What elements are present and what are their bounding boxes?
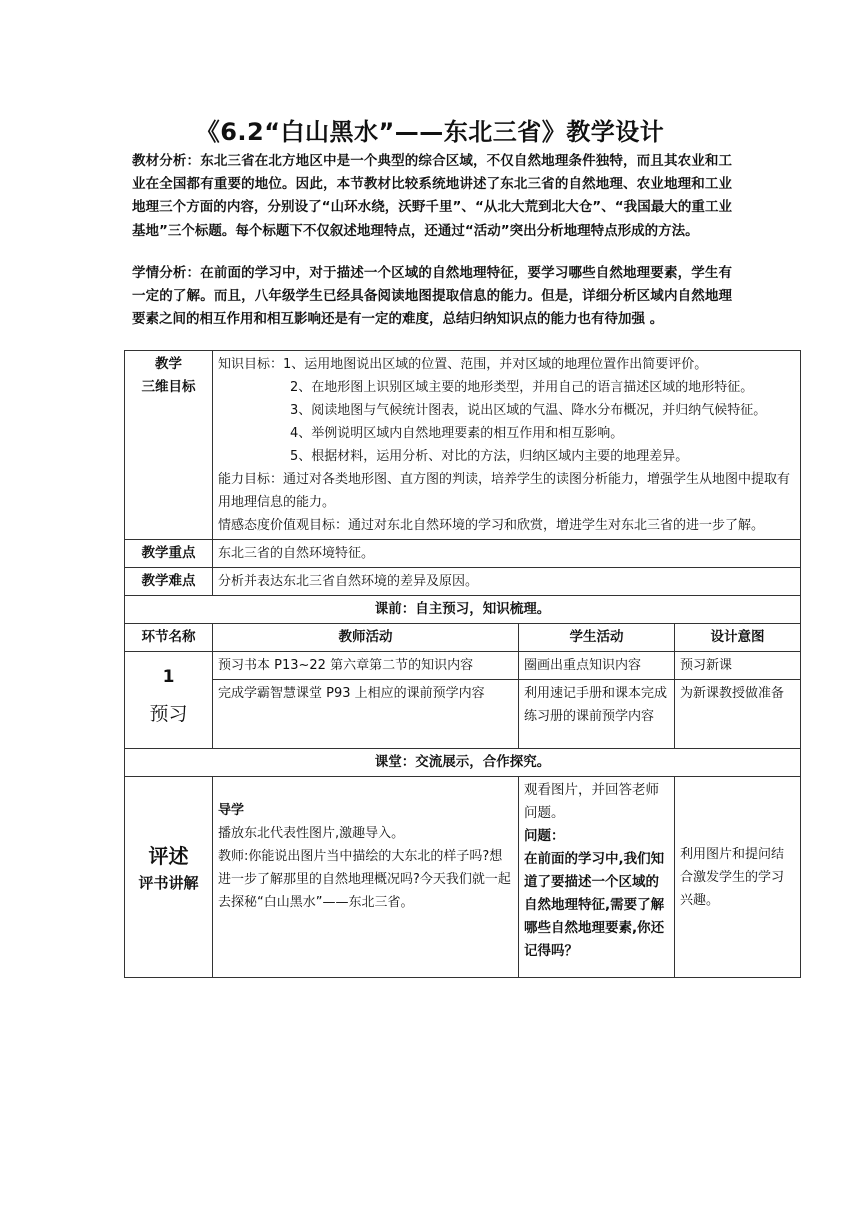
section-class-heading: 课堂：交流展示，合作探究。 — [125, 749, 801, 777]
goals-label-line1: 教学 — [155, 356, 182, 372]
preview-name: 预习 — [149, 703, 188, 725]
review-teacher-line1: 播放东北代表性图片,激趣导入。 — [218, 826, 405, 841]
review-question-label: 问题： — [524, 828, 565, 844]
review-intent-text: 利用图片和提问结合激发学生的学习兴趣。 — [680, 846, 785, 908]
ability-goal: 能力目标：通过对各类地形图、直方图的判读，培养学生的读图分析能力，增强学生从地图中提取有用地理信息的能力。 — [218, 472, 791, 510]
focus-text: 东北三省的自然环境特征。 — [213, 540, 801, 568]
knowledge-goal-1: 知识目标：1、运用地图说出区域的位置、范围，并对区域的地理位置作出简要评价。 — [218, 357, 708, 372]
goals-row — [125, 351, 801, 540]
preview-number: 1 — [162, 667, 175, 687]
difficulty-row — [125, 568, 801, 596]
preview-teacher-1: 预习书本 P13~22 第六章第二节的知识内容 — [213, 652, 519, 680]
knowledge-goal-3: 3、阅读地图与气候统计图表，说出区域的气温、降水分布概况，并归纳气候特征。 — [290, 403, 767, 418]
focus-label: 教学重点 — [125, 540, 213, 568]
review-intent — [675, 777, 801, 978]
review-teacher — [213, 777, 519, 978]
header-student: 学生活动 — [519, 624, 675, 652]
difficulty-label: 教学难点 — [125, 568, 213, 596]
section-class-row — [125, 749, 801, 777]
preview-stage-cell — [125, 652, 213, 749]
section-pre-row — [125, 596, 801, 624]
goals-label — [125, 351, 213, 540]
header-row — [125, 624, 801, 652]
review-student — [519, 777, 675, 978]
preview-row-2 — [125, 680, 801, 749]
material-analysis: 教材分析：东北三省在北方地区中是一个典型的综合区域，不仅自然地理条件独特，而且其农业和工业在全国都有重要的地位。因此，本节教材比较系统地讲述了东北三省的自然地理、农业地理和工业地理三个方面的内容，分别设了“山环水绕，沃野千里”、“从北大荒到北大仓”、“我国最大的重工业基地”三个标题。每个标题下不仅叙述地理特点，还通过“活动”突出分析地理特点形成的方法。 — [132, 153, 732, 239]
preview-student-2: 利用速记手册和课本完成练习册的课前预学内容 — [519, 680, 675, 749]
preview-intent-1: 预习新课 — [675, 652, 801, 680]
preview-student-1: 圈画出重点知识内容 — [519, 652, 675, 680]
goals-label-line2: 三维目标 — [141, 379, 196, 395]
header-teacher: 教师活动 — [213, 624, 519, 652]
knowledge-goal-5: 5、根据材料，运用分析、对比的方法，归纳区域内主要的地理差异。 — [290, 449, 689, 464]
lesson-plan-table — [124, 350, 801, 978]
review-teacher-line2: 教师:你能说出图片当中描绘的大东北的样子吗?想进一步了解那里的自然地理概况吗?今天我们就一起去探秘“白山黑水”——东北三省。 — [218, 849, 511, 910]
preview-intent-2: 为新课教授做准备 — [675, 680, 801, 749]
emotion-goal: 情感态度价值观目标：通过对东北自然环境的学习和欣赏，增进学生对东北三省的进一步了解。 — [218, 518, 765, 533]
header-stage: 环节名称 — [125, 624, 213, 652]
preview-teacher-2: 完成学霸智慧课堂 P93 上相应的课前预学内容 — [213, 680, 519, 749]
knowledge-goal-4: 4、举例说明区域内自然地理要素的相互作用和相互影响。 — [290, 426, 624, 441]
focus-row — [125, 540, 801, 568]
review-name: 评述 — [148, 844, 189, 868]
goals-content — [213, 351, 801, 540]
review-question: 在前面的学习中,我们知道了要描述一个区域的自然地理特征,需要了解哪些自然地理要素,你还记得吗？ — [524, 851, 665, 959]
document-title: 《6.2“白山黑水”——东北三省》教学设计 — [195, 118, 665, 146]
review-teacher-heading: 导学 — [218, 803, 245, 818]
review-student-line1: 观看图片，并回答老师问题。 — [524, 782, 659, 821]
review-row — [125, 777, 801, 978]
header-intent: 设计意图 — [675, 624, 801, 652]
review-stage-cell — [125, 777, 213, 978]
difficulty-text: 分析并表达东北三省自然环境的差异及原因。 — [213, 568, 801, 596]
student-analysis: 学情分析：在前面的学习中，对于描述一个区域的自然地理特征，要学习哪些自然地理要素，学生有一定的了解。而且，八年级学生已经具备阅读地图提取信息的能力。但是，详细分析区域内自然地理要素之间的相互作用和相互影响还是有一定的难度，总结归纳知识点的能力也有待加强 。 — [132, 265, 732, 328]
section-pre-heading: 课前：自主预习，知识梳理。 — [125, 596, 801, 624]
preview-row-1 — [125, 652, 801, 680]
review-sub: 评书讲解 — [138, 874, 199, 892]
knowledge-goal-2: 2、在地形图上识别区域主要的地形类型，并用自己的语言描述区域的地形特征。 — [290, 380, 754, 395]
